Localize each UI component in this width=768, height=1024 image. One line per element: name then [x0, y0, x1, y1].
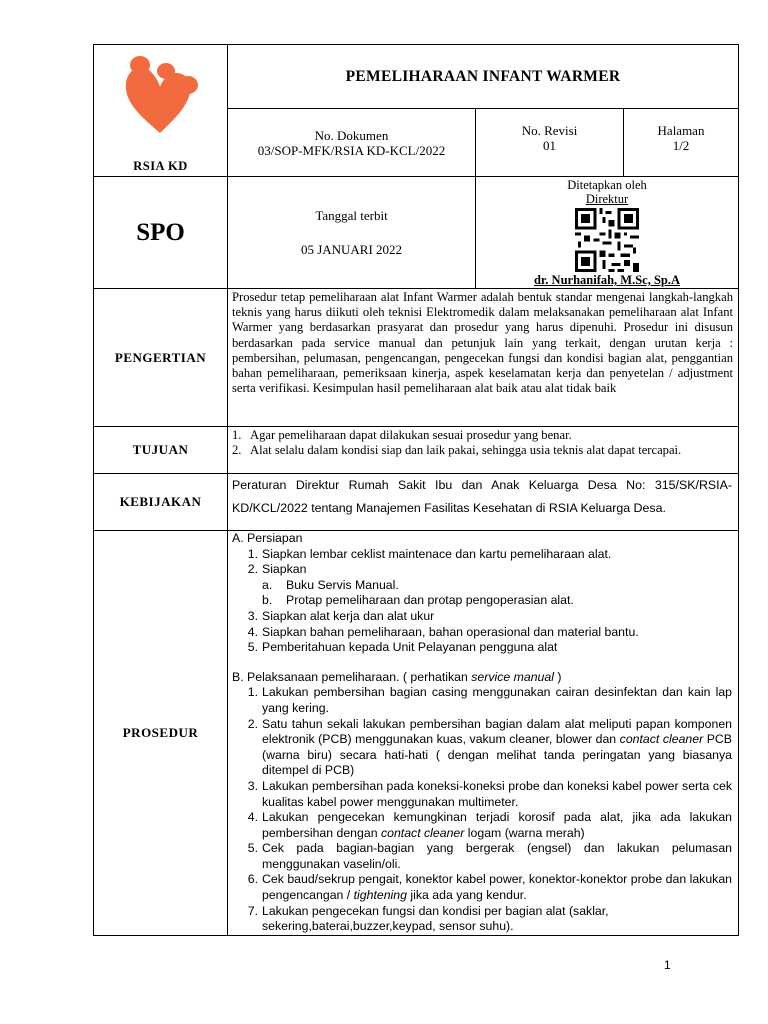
no-dokumen-label: No. Dokumen [314, 127, 389, 143]
document-body [93, 176, 739, 936]
document-title-cell [228, 45, 739, 109]
halaman-value: 1/2 [672, 138, 690, 153]
org-name: RSIA KD [133, 159, 188, 173]
spo-label: SPO [94, 177, 228, 289]
tanggal-terbit-cell [228, 177, 476, 289]
no-revisi-value: 01 [543, 138, 556, 153]
kebijakan-text: Peraturan Direktur Rumah Sakit Ibu dan Anak Keluarga Desa No: 315/SK/RSIA-KD/KCL/2022 tentang Manajemen Fasilitas Kesehatan di RSIA Keluarga Desa. [232, 478, 732, 515]
list-item: 4. Siapkan bahan pemeliharaan, bahan operasional dan material bantu. [247, 624, 639, 639]
kebijakan-content [228, 474, 739, 531]
no-dokumen-cell [228, 109, 476, 177]
halaman-label: Halaman [657, 123, 705, 138]
qr-code-icon [575, 208, 639, 272]
signer-name: dr. Nurhanifah, M.Sc, Sp.A [533, 273, 681, 287]
list-item: 2. Alat selalu dalam kondisi siap dan laik pakai, sehingga usia teknis alat dapat tercapai. [232, 443, 682, 458]
ditetapkan-label: Ditetapkan oleh [567, 178, 647, 192]
list-item: 3. Siapkan alat kerja dan alat ukur [247, 608, 435, 623]
list-item: b. Protap pemeliharaan dan protap pengoperasian alat. [262, 593, 574, 608]
tanggal-terbit-value: 05 JANUARI 2022 [300, 241, 403, 257]
section-a-title: A. Persiapan [232, 531, 303, 545]
document-title: PEMELIHARAAN INFANT WARMER [345, 67, 621, 85]
list-item: 1. Siapkan lembar ceklist maintenace dan kartu pemeliharaan alat. [247, 546, 612, 561]
ditetapkan-cell [476, 177, 739, 289]
pengertian-text: Prosedur tetap pemeliharaan alat Infant Warmer adalah bentuk standar mengenai langkah-langkah teknis yang harus diikuti oleh teknisi Elektromedik dalam melaksanakan pemeliharaan alat Infant Warmer yang berdasarkan prasyarat dan prosedur yang harus dipenuhi. Prosedur ini disusun berdasarkan pada service manual dan petunjuk lain yang terkait, dengan urutan kerja : pembersihan, pelumasan, pengencangan, pengecekan fungsi dan kondisi bagian alat, penggantian bahan pemeliharaan, pemeriksaan kinerja, aspek keselamatan kerja dan penyetelan / adjustment serta verifikasi. Kesimpulan hasil pemeliharaan alat baik atau alat tidak baik [232, 290, 733, 396]
direktur-label: Direktur [585, 192, 629, 206]
list-item: 2. Siapkan [247, 562, 307, 577]
prosedur-label: PROSEDUR [94, 531, 228, 936]
page-number: 1 [664, 958, 671, 972]
section-b-title: B. Pelaksanaan pemeliharaan. ( perhatikan service manual ) [232, 669, 562, 684]
pengertian-content [228, 289, 739, 427]
list-item: 3. Lakukan pembersihan pada koneksi-koneksi probe dan koneksi kabel power serta cek kualitas kabel power menggunakan multimeter. [247, 778, 732, 809]
list-item: 2. Satu tahun sekali lakukan pembersihan bagian dalam alat meliputi papan komponen elektronik (PCB) menggunakan kuas, vakum cleaner, blower dan contact cleaner PCB (warna biru) secara hati-hati ( dengan melihat tanda peringatan yang biasanya ditempel di PCB) [247, 716, 732, 778]
kebijakan-label: KEBIJAKAN [94, 474, 228, 531]
tujuan-content [228, 427, 739, 474]
heart-logo-icon [122, 55, 200, 135]
list-item: a. Buku Servis Manual. [262, 577, 399, 592]
list-item: 1. Agar pemeliharaan dapat dilakukan sesuai prosedur yang benar. [232, 428, 572, 442]
pengertian-label: PENGERTIAN [94, 289, 228, 427]
no-revisi-label: No. Revisi [521, 123, 578, 138]
tanggal-terbit-label: Tanggal terbit [315, 207, 388, 223]
prosedur-content [228, 531, 739, 936]
document-header [93, 44, 739, 177]
no-revisi-cell [476, 109, 624, 177]
list-item: 4. Lakukan pengecekan kemungkinan terjadi korosif pada alat, jika ada lakukan pembersihan dengan contact cleaner logam (warna merah) [247, 810, 732, 840]
halaman-cell [624, 109, 739, 177]
list-item: 6. Cek baud/sekrup pengait, konektor kabel power, konektor-konektor probe dan lakukan pengencangan / tightening jika ada yang kendur. [247, 872, 732, 903]
no-dokumen-value: 03/SOP-MFK/RSIA KD-KCL/2022 [257, 142, 446, 158]
list-item: 5. Pemberitahuan kepada Unit Pelayanan pengguna alat [247, 640, 558, 655]
list-item: 5. Cek pada bagian-bagian yang bergerak (engsel) dan lakukan pelumasan menggunakan vaselin/oli. [247, 841, 732, 871]
tujuan-label: TUJUAN [94, 427, 228, 474]
list-item: 7. Lakukan pengecekan fungsi dan kondisi per bagian alat (saklar, sekering,baterai,buzzer,keypad, sensor suhu). [247, 903, 609, 934]
logo-cell [94, 45, 228, 177]
list-item: 1. Lakukan pembersihan bagian casing menggunakan cairan desinfektan dan kain lap yang kering. [247, 685, 732, 715]
